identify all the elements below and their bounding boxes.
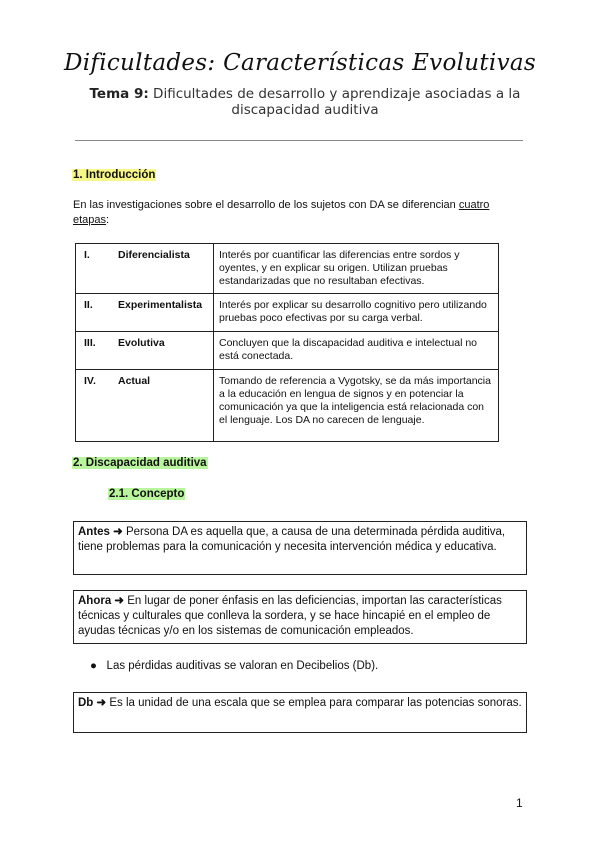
table-row <box>76 244 499 294</box>
intro-text: En las investigaciones sobre el desarrollo de los sujetos con DA se diferencian <box>73 199 459 211</box>
page-number: 1 <box>516 796 523 810</box>
intro-underlined: cuatro etapas <box>73 199 490 226</box>
ahora-text: En lugar de poner énfasis en las deficiencias, importan las características técnicas y culturales que conlleva la sordera, y se hace hincapié en el empleo de ayudas técnicas y/o en los sistemas de comunicación empleados. <box>78 595 502 637</box>
subtitle-text: Dificultades de desarrollo y aprendizaje asociadas a la discapacidad auditiva <box>148 86 521 118</box>
bullet-text: Las pérdidas auditivas se valoran en Decibelios (Db). <box>106 660 379 672</box>
antes-box <box>73 521 527 575</box>
stage-number: III. <box>76 332 114 370</box>
intro-paragraph <box>73 198 513 228</box>
table-row <box>76 370 499 442</box>
stage-description: Interés por explicar su desarrollo cognitivo pero utilizando pruebas poco efectivas por su carga verbal. <box>214 294 499 332</box>
stages-table <box>75 243 499 442</box>
heading-concepto: 2.1. Concepto <box>109 488 185 500</box>
heading-introduccion: 1. Introducción <box>73 169 156 181</box>
db-box <box>73 692 527 733</box>
antes-text: Persona DA es aquella que, a causa de una determinada pérdida auditiva, tiene problemas para la comunicación y necesita intervención médica y educativa. <box>78 526 506 553</box>
stage-description: Tomando de referencia a Vygotsky, se da más importancia a la educación en lengua de signos y en potenciar la comunicación ya que la inteligencia está relacionada con el lenguaje. Los DA no carecen de lenguaje. <box>214 370 499 442</box>
stage-number: II. <box>76 294 114 332</box>
heading-discapacidad-auditiva: 2. Discapacidad auditiva <box>73 457 207 469</box>
bullet-icon: ● <box>90 660 97 672</box>
stage-description: Concluyen que la discapacidad auditiva e intelectual no está conectada. <box>214 332 499 370</box>
stage-name: Actual <box>113 370 214 442</box>
stage-name: Experimentalista <box>113 294 214 332</box>
antes-label: Antes ➜ <box>78 526 123 538</box>
stage-name: Diferencialista <box>113 244 214 294</box>
db-text: Es la unidad de una escala que se emplea para comparar las potencias sonoras. <box>106 697 522 709</box>
bullet-item <box>90 660 378 672</box>
ahora-box <box>73 590 527 644</box>
ahora-label: Ahora ➜ <box>78 595 125 607</box>
divider <box>75 140 523 141</box>
table-row <box>76 294 499 332</box>
document-subtitle <box>80 86 530 118</box>
table-row <box>76 332 499 370</box>
subtitle-topic: Tema 9: <box>89 86 149 102</box>
db-label: Db ➜ <box>78 697 107 709</box>
stage-number: I. <box>76 244 114 294</box>
stage-number: IV. <box>76 370 114 442</box>
document-title: Dificultades: Características Evolutivas <box>64 50 536 76</box>
stage-name: Evolutiva <box>113 332 214 370</box>
intro-end: : <box>106 214 110 226</box>
stage-description: Interés por cuantificar las diferencias entre sordos y oyentes, y en explicar su origen. Utilizan pruebas estandarizadas que no resultaban efectivas. <box>214 244 499 294</box>
